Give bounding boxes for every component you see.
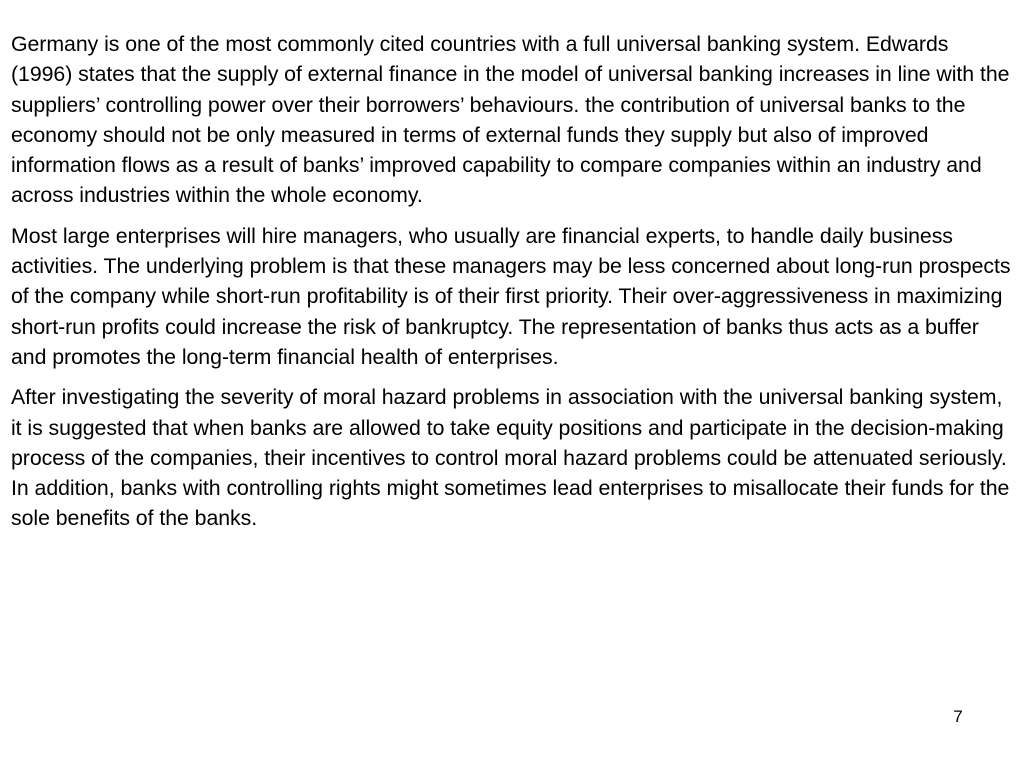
page-number: 7 bbox=[953, 707, 963, 726]
paragraph-managers-short-run: Most large enterprises will hire managers, who usually are financial experts, to handle daily business activities. The underlying problem is that these managers may be less concerned about long-run prospects of the company while short-run profitability is of their first priority. Their over-aggressiveness in maximizing short-run profits could increase the risk of bankruptcy. The representation of banks thus acts as a buffer and promotes the long-term financial health of enterprises. bbox=[11, 223, 1011, 369]
paragraph-universal-banking-germany: Germany is one of the most commonly cited countries with a full universal banking system. Edwards (1996) states that the supply of external finance in the model of universal banking increases in line with the suppliers’ controlling power over their borrowers’ behaviours. the contribution of universal banks to the economy should not be only measured in terms of external funds they supply but also of improved information flows as a result of banks’ improved capability to compare companies within an industry and across industries within the whole economy. bbox=[11, 32, 1010, 208]
paragraph-moral-hazard: After investigating the severity of moral hazard problems in association with the universal banking system, it is suggested that when banks are allowed to take equity positions and participate in the decision-making process of the companies, their incentives to control moral hazard problems could be attenuated seriously. In addition, banks with controlling rights might sometimes lead enterprises to misallocate their funds for the sole benefits of the banks. bbox=[11, 385, 1010, 531]
slide-body bbox=[11, 29, 1011, 544]
